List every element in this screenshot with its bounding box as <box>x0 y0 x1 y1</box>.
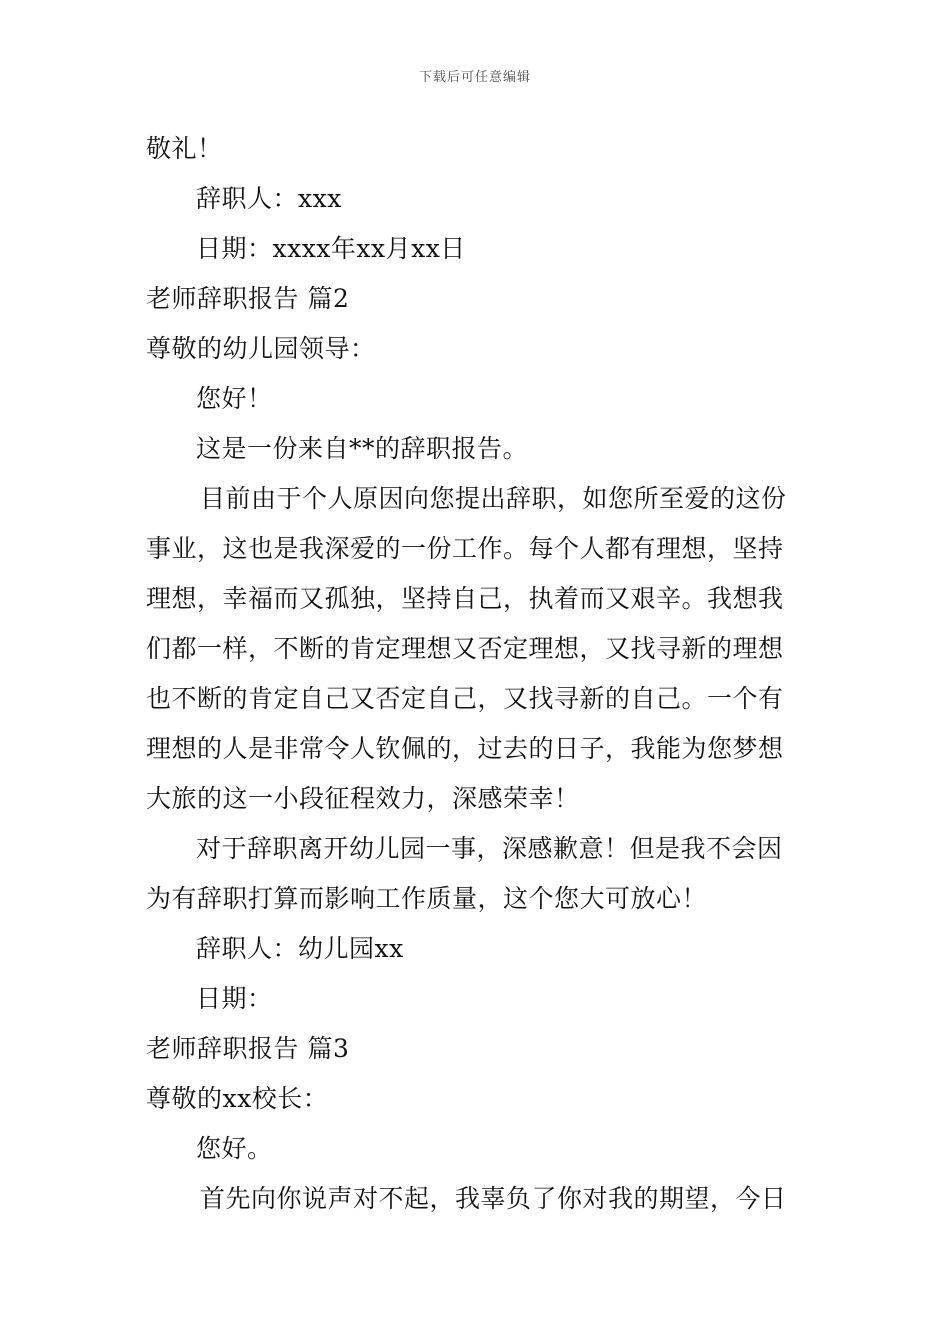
salutation: 尊敬的xx校长： <box>146 1084 329 1113</box>
paragraph-line: 大旅的这一小段征程效力，深感荣幸！ <box>146 784 580 813</box>
section-title: 老师辞职报告 篇3 <box>146 1034 350 1063</box>
signature-line: 辞职人：幼儿园xx <box>196 934 404 963</box>
header-note: 下载后可任意编辑 <box>418 70 531 85</box>
greeting: 您好。 <box>196 1134 273 1163</box>
paragraph-line: 也不断的肯定自己又否定自己，又找寻新的自己。一个有 <box>146 684 784 713</box>
date-line: 日期： <box>196 984 273 1013</box>
signature-line: 辞职人：xxx <box>196 184 342 213</box>
paragraph-line: 们都一样，不断的肯定理想又否定理想，又找寻新的理想 <box>146 634 784 663</box>
paragraph-line: 事业，这也是我深爱的一份工作。每个人都有理想，坚持 <box>146 534 784 563</box>
section-title: 老师辞职报告 篇2 <box>146 284 350 313</box>
paragraph-line: 首先向你说声对不起，我辜负了你对我的期望，今日 <box>200 1184 787 1213</box>
paragraph-line: 为有辞职打算而影响工作质量，这个您大可放心！ <box>146 884 708 913</box>
salutation: 尊敬的幼儿园领导： <box>146 334 376 363</box>
paragraph-line: 这是一份来自**的辞职报告。 <box>196 434 529 463</box>
greeting: 您好！ <box>196 384 273 413</box>
paragraph-line: 对于辞职离开幼儿园一事，深感歉意！但是我不会因 <box>196 834 783 863</box>
closing-salute: 敬礼！ <box>146 134 223 163</box>
paragraph-line: 理想，幸福而又孤独，坚持自己，执着而又艰辛。我想我 <box>146 584 784 613</box>
paragraph-line: 理想的人是非常令人钦佩的，过去的日子，我能为您梦想 <box>146 734 784 763</box>
paragraph-line: 目前由于个人原因向您提出辞职，如您所至爱的这份 <box>200 484 787 513</box>
date-line: 日期：xxxx年xx月xx日 <box>196 234 466 263</box>
